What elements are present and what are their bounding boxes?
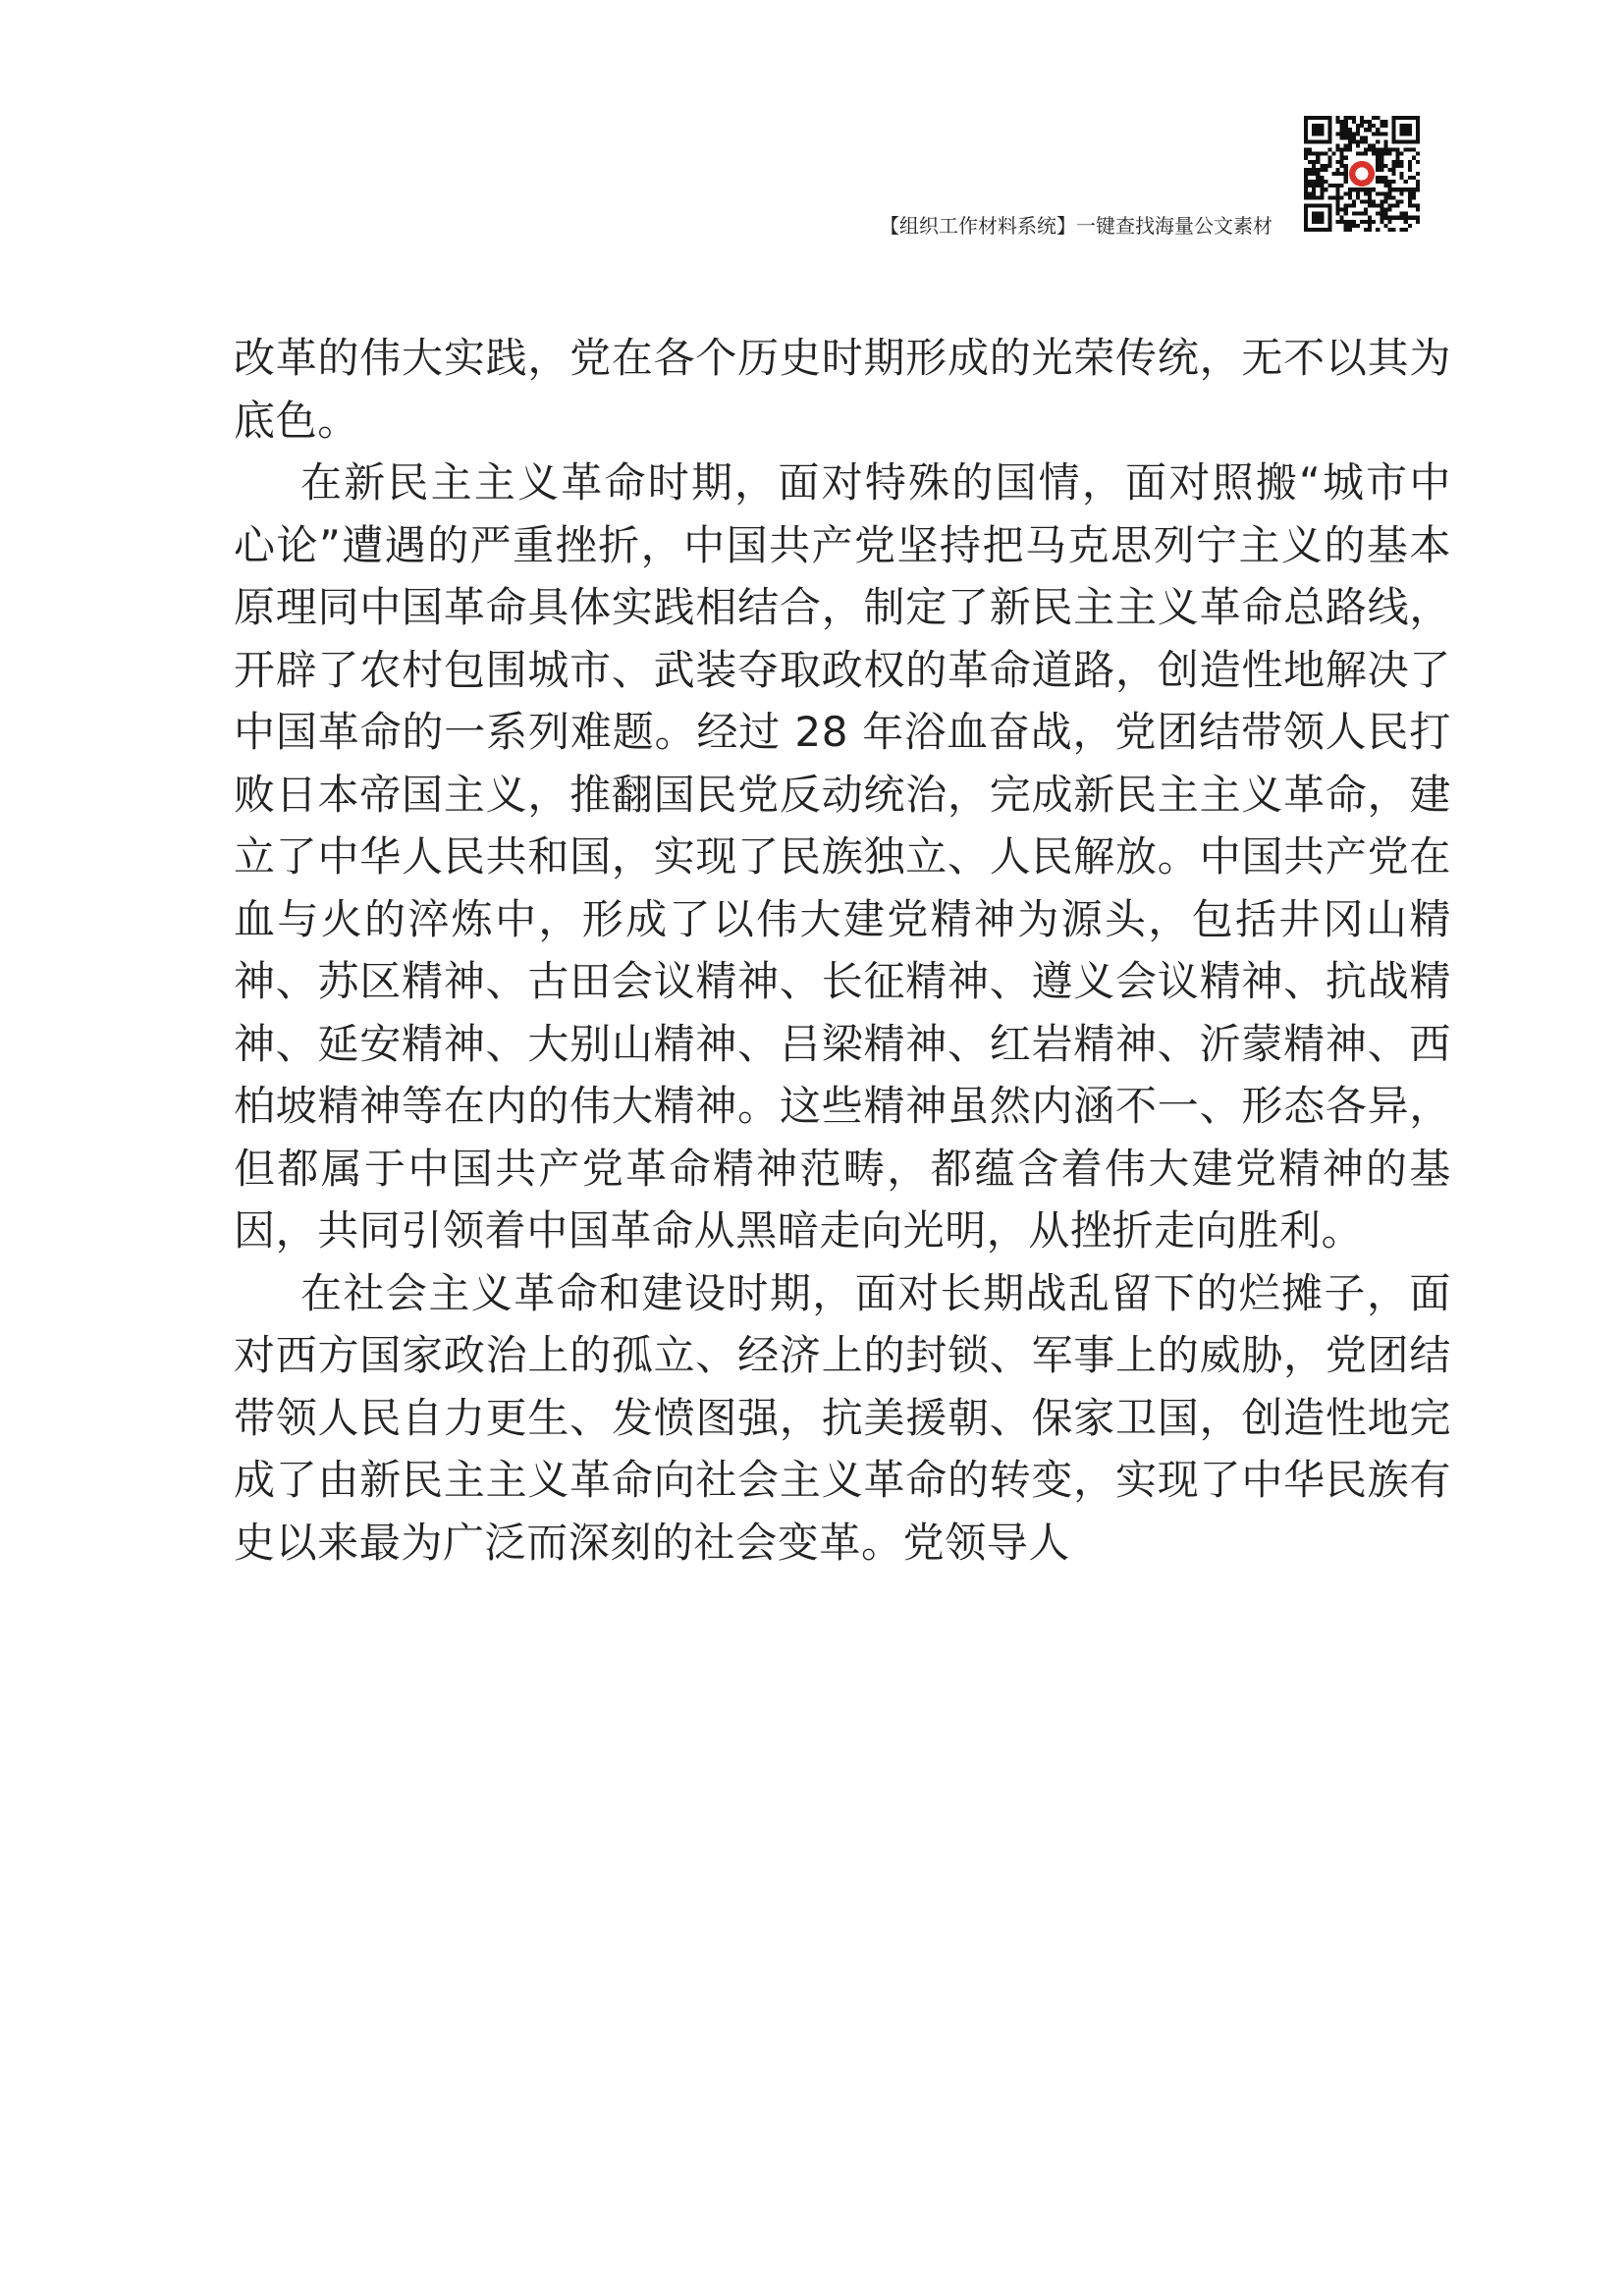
page-header (0, 116, 1624, 243)
document-body (234, 327, 1451, 1574)
header-banner-text: 【组织工作材料系统】一键查找海量公文素材 (880, 214, 1272, 238)
paragraph-socialist-revolution: 在社会主义革命和建设时期，面对长期战乱留下的烂摊子，面对西方国家政治上的孤立、经济上的封锁、军事上的威胁，党团结带领人民自力更生、发愤图强，抗美援朝、保家卫国，创造性地完成了由新民主主义革命向社会主义革命的转变，实现了中华民族有史以来最为广泛而深刻的社会变革。党领导人 (234, 1268, 1451, 1567)
paragraph-continuation: 改革的伟大实践，党在各个历史时期形成的光荣传统，无不以其为底色。 (234, 334, 1451, 445)
paragraph-new-democratic-revolution: 在新民主主义革命时期，面对特殊的国情，面对照搬“城市中心论”遭遇的严重挫折，中国共产党坚持把马克思列宁主义的基本原理同中国革命具体实践相结合，制定了新民主主义革命总路线，开辟了农村包围城市、武装夺取政权的革命道路，创造性地解决了中国革命的一系列难题。经过 28 年浴血奋战，党团结带领人民打败日本帝国主义，推翻国民党反动统治，完成新民主主义革命，建立了中华人民共和国，实现了民族独立、人民解放。中国共产党在血与火的淬炼中，形成了以伟大建党精神为源头，包括井冈山精神、苏区精神、古田会议精神、长征精神、遵义会议精神、抗战精神、延安精神、大别山精神、吕梁精神、红岩精神、沂蒙精神、西柏坡精神等在内的伟大精神。这些精神虽然内涵不一、形态各异，但都属于中国共产党革命精神范畴，都蕴含着伟大建党精神的基因，共同引领着中国革命从黑暗走向光明，从挫折走向胜利。 (234, 458, 1451, 1255)
qr-code-icon[interactable] (1304, 116, 1420, 232)
